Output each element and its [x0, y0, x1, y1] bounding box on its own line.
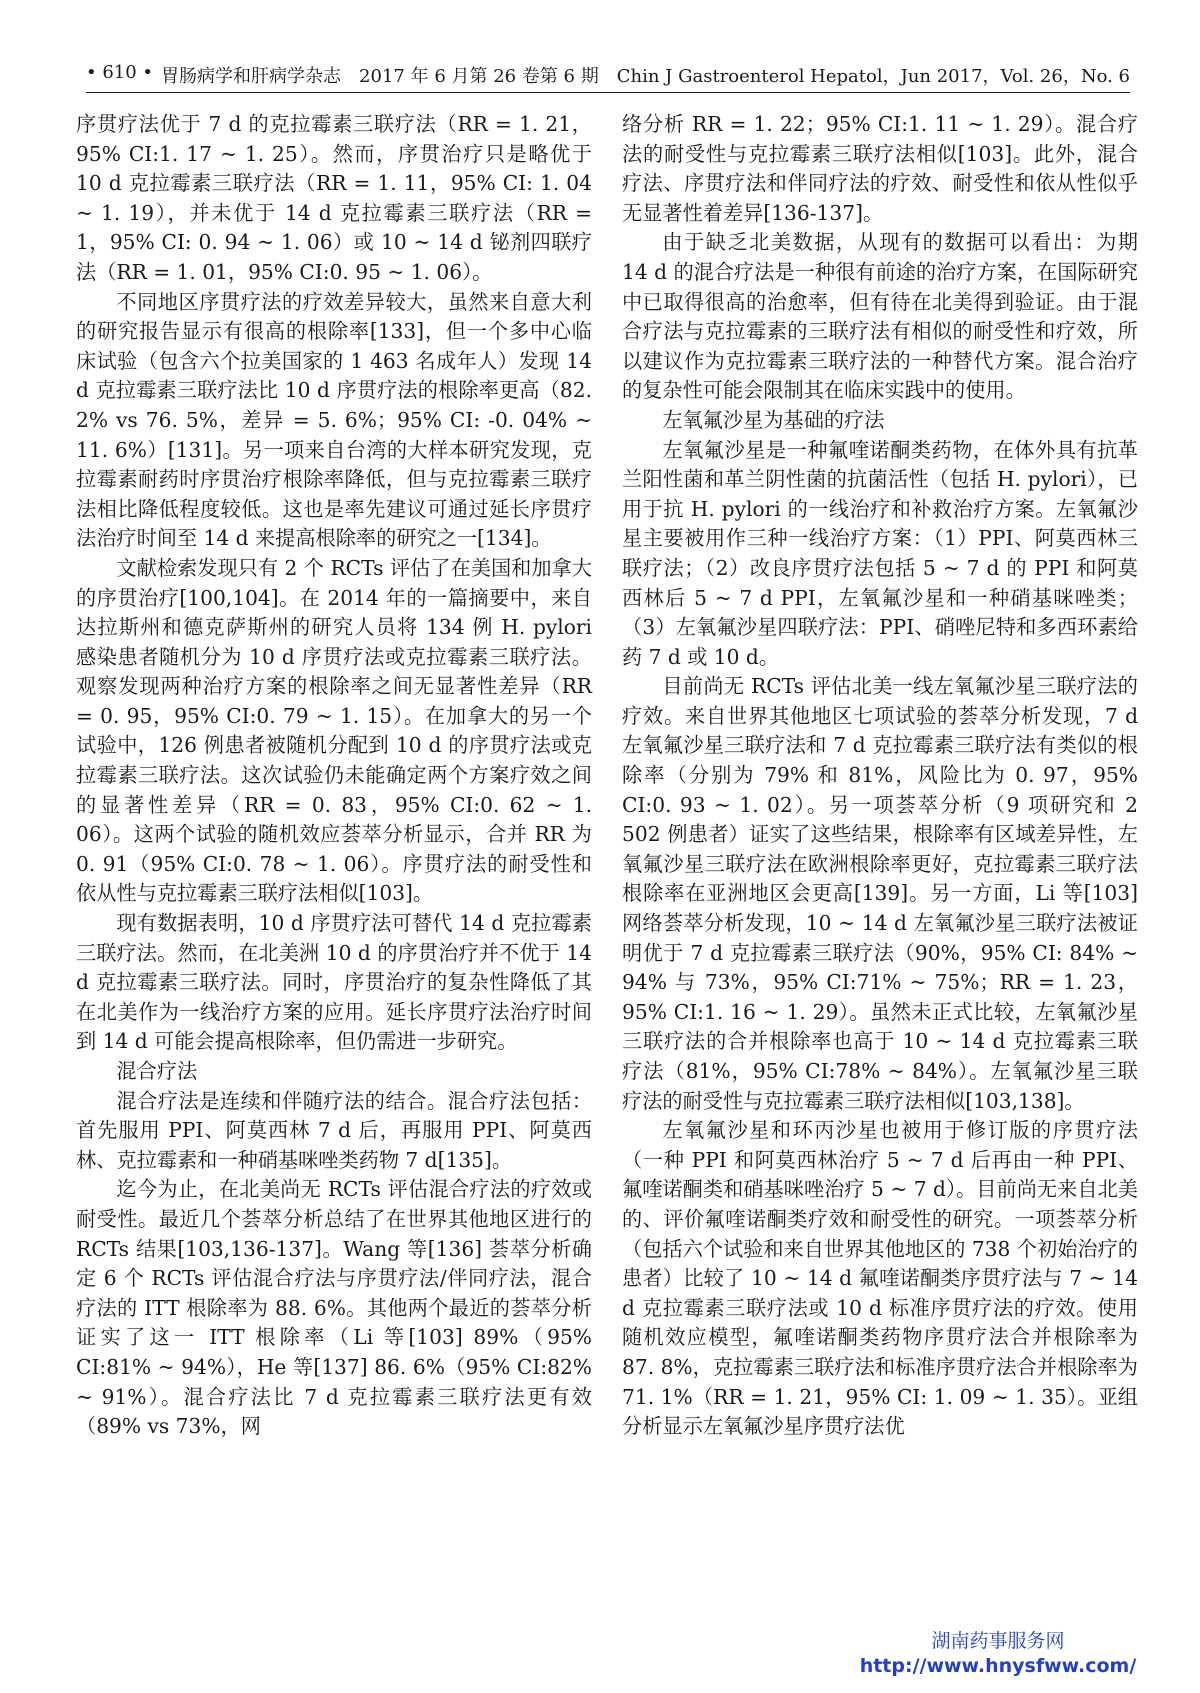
paragraph: 混合疗法是连续和伴随疗法的结合。混合疗法包括：首先服用 PPI、阿莫西林 7 d 后，再服用 PPI、阿莫西林、克拉霉素和一种硝基咪唑类药物 7 d[135]。: [76, 1088, 592, 1172]
section-heading: 左氧氟沙星为基础的疗法: [662, 407, 885, 432]
paragraph: 左氧氟沙星和环丙沙星也被用于修订版的序贯疗法（一种 PPI 和阿莫西林治疗 5 ~ 7 d 后再由一种 PPI、氟喹诺酮类和硝基咪唑治疗 5 ~ 7 d）。目前尚无来自北美的、评价氟喹诺酮类疗效和耐受性的研究。一项荟萃分析（包括六个试验和来自世界其他地区的 738 个初始治疗的患者）比较了 10 ~ 14 d 氟喹诺酮类序贯疗法与 7 ~ 14 d 克拉霉素三联疗法或 10 d 标准序贯疗法的疗效。使用随机效应模型，氟喹诺酮类药物序贯疗法合并根除率为 87. 8%，克拉霉素三联疗法和标准序贯疗法合并根除率为 71. 1%（RR = 1. 21，95% CI: 1. 09 ~ 1. 35）。亚组分析显示左氧氟沙星序贯疗法优: [622, 1118, 1138, 1439]
section-heading: 混合疗法: [116, 1059, 198, 1083]
paragraph: 序贯疗法优于 7 d 的克拉霉素三联疗法（RR = 1. 21，95% CI:1. 17 ~ 1. 25）。然而，序贯治疗只是略优于 10 d 克拉霉素三联疗法（RR = 1. 11，95% CI: 1. 04 ~ 1. 19），并未优于 14 d 克拉霉素三联疗法（RR = 1，95% CI: 0. 94 ~ 1. 06）或 10 ~ 14 d 铋剂四联疗法（RR = 1. 01，95% CI:0. 95 ~ 1. 06）。: [76, 112, 592, 284]
right-column: [622, 110, 1138, 1442]
watermark-name: 湖南药事服务网: [931, 1630, 1065, 1652]
watermark-url[interactable]: http://www.hnysfww.com/: [859, 1655, 1137, 1677]
left-column: [76, 110, 592, 1442]
paragraph: 由于缺乏北美数据，从现有的数据可以看出：为期 14 d 的混合疗法是一种很有前途的治疗方案，在国际研究中已取得很高的治愈率，但有待在北美得到验证。由于混合疗法与克拉霉素的三联疗法有相似的耐受性和疗效，所以建议作为克拉霉素三联疗法的一种替代方案。混合治疗的复杂性可能会限制其在临床实践中的使用。: [622, 230, 1138, 403]
paragraph: 文献检索发现只有 2 个 RCTs 评估了在美国和加拿大的序贯治疗[100,104]。在 2014 年的一篇摘要中，来自达拉斯州和德克萨斯州的研究人员将 134 例 H. pylori 感染患者随机分为 10 d 序贯疗法或克拉霉素三联疗法。观察发现两种治疗方案的根除率之间无显著性差异（RR = 0. 95，95% CI:0. 79 ~ 1. 15）。在加拿大的另一个试验中，126 例患者被随机分配到 10 d 的序贯疗法或克拉霉素三联疗法。这次试验仍未能确定两个方案疗效之间的显著性差异（RR = 0. 83，95% CI:0. 62 ~ 1. 06）。这两个试验的随机效应荟萃分析显示，合并 RR 为 0. 91（95% CI:0. 78 ~ 1. 06）。序贯疗法的耐受性和依从性与克拉霉素三联疗法相似[103]。: [76, 555, 592, 906]
page-number: • 610 •: [86, 62, 154, 83]
site-watermark: [848, 1628, 1148, 1678]
running-title: 胃肠病学和肝病学杂志 2017 年 6 月第 26 卷第 6 期 Chin J Gastroenterol Hepatol，Jun 2017，Vol. 26，No. 6: [161, 66, 1130, 87]
paragraph: 左氧氟沙星是一种氟喹诺酮类药物，在体外具有抗革兰阳性菌和革兰阴性菌的抗菌活性（包括 H. pylori），已用于抗 H. pylori 的一线治疗和补救治疗方案。左氧氟沙星主要被用作三种一线治疗方案：（1）PPI、阿莫西林三联疗法；（2）改良序贯疗法包括 5 ~ 7 d 的 PPI 和阿莫西林后 5 ~ 7 d PPI，左氧氟沙星和一种硝基咪唑类；（3）左氧氟沙星四联疗法：PPI、硝唑尼特和多西环素给药 7 d 或 10 d。: [622, 437, 1138, 669]
paragraph: 络分析 RR = 1. 22；95% CI:1. 11 ~ 1. 29）。混合疗法的耐受性与克拉霉素三联疗法相似[103]。此外，混合疗法、序贯疗法和伴同疗法的疗效、耐受性和依从性似乎无显著性着差异[136-137]。: [622, 112, 1138, 225]
paragraph: 迄今为止，在北美尚无 RCTs 评估混合疗法的疗效或耐受性。最近几个荟萃分析总结了在世界其他地区进行的 RCTs 结果[103,136-137]。Wang 等[136] 荟萃分析确定 6 个 RCTs 评估混合疗法与序贯疗法/伴同疗法，混合疗法的 ITT 根除率为 88. 6%。其他两个最近的荟萃分析证实了这一 ITT 根除率（Li 等[103] 89%（95% CI:81% ~ 94%），He 等[137] 86. 6%（95% CI:82% ~ 91%）。混合疗法比 7 d 克拉霉素三联疗法更有效（89% vs 73%，网: [76, 1177, 592, 1439]
paragraph: 不同地区序贯疗法的疗效差异较大，虽然来自意大利的研究报告显示有很高的根除率[133]，但一个多中心临床试验（包含六个拉美国家的 1 463 名成年人）发现 14 d 克拉霉素三联疗法比 10 d 序贯疗法的根除率更高（82. 2% vs 76. 5%，差异 = 5. 6%；95% CI: -0. 04% ~ 11. 6%）[131]。另一项来自台湾的大样本研究发现，克拉霉素耐药时序贯治疗根除率降低，但与克拉霉素三联疗法相比降低程度较低。这也是率先建议可通过延长序贯疗法治疗时间至 14 d 来提高根除率的研究之一[134]。: [76, 289, 592, 551]
paragraph: 现有数据表明，10 d 序贯疗法可替代 14 d 克拉霉素三联疗法。然而，在北美洲 10 d 的序贯治疗并不优于 14 d 克拉霉素三联疗法。同时，序贯治疗的复杂性降低了其在北美作为一线治疗方案的应用。延长序贯疗法治疗时间到 14 d 可能会提高根除率，但仍需进一步研究。: [76, 911, 592, 1054]
page-header: [86, 58, 1130, 93]
paragraph: 目前尚无 RCTs 评估北美一线左氧氟沙星三联疗法的疗效。来自世界其他地区七项试验的荟萃分析发现，7 d 左氧氟沙星三联疗法和 7 d 克拉霉素三联疗法有类似的根除率（分别为 79% 和 81%，风险比为 0. 97，95% CI:0. 93 ~ 1. 02）。另一项荟萃分析（9 项研究和 2 502 例患者）证实了这些结果，根除率有区域差异性，左氧氟沙星三联疗法在欧洲根除率更好，克拉霉素三联疗法根除率在亚洲地区会更高[139]。另一方面，Li 等[103] 网络荟萃分析发现，10 ~ 14 d 左氧氟沙星三联疗法被证明优于 7 d 克拉霉素三联疗法（90%，95% CI: 84% ~ 94% 与 73%，95% CI:71% ~ 75%；RR = 1. 23，95% CI:1. 16 ~ 1. 29）。虽然未正式比较，左氧氟沙星三联疗法的合并根除率也高于 10 ~ 14 d 克拉霉素三联疗法（81%，95% CI:78% ~ 84%）。左氧氟沙星三联疗法的耐受性与克拉霉素三联疗法相似[103,138]。: [622, 674, 1138, 1113]
